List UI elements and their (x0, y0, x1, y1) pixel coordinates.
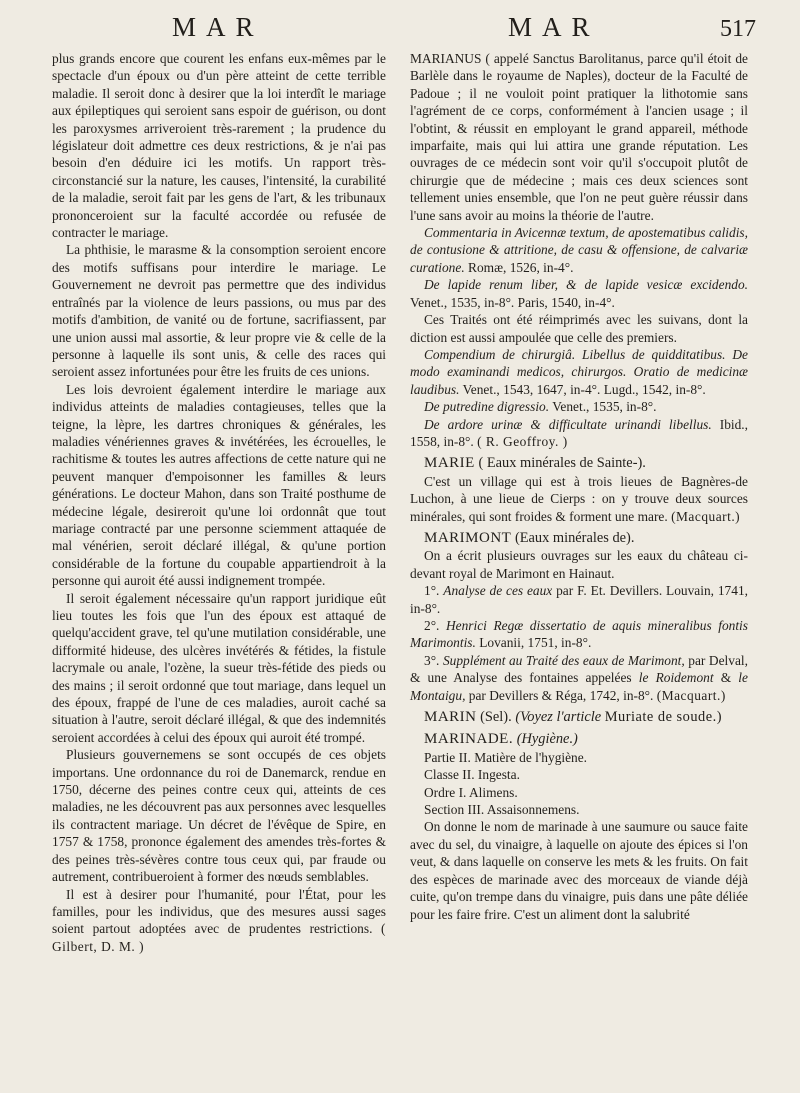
cross-reference: Muriate de soude.) (604, 709, 723, 726)
entry-marin (410, 709, 748, 726)
bibliography-item (410, 416, 748, 451)
item-number: 1°. (424, 583, 440, 599)
entry-text: On a écrit plusieurs ouvrages sur les eaux du château ci-devant royal de Marimont en Hainaut. (410, 548, 748, 581)
entry-headword: MARIE (424, 455, 475, 472)
conjunction: & (720, 670, 732, 686)
item-number: 2°. (424, 618, 440, 633)
entry-heading (410, 731, 748, 748)
entry-subtitle: ( Eaux minérales de Sainte-). (478, 455, 646, 472)
work-publication: Ibid., 1558, in-8°. (410, 416, 748, 449)
work-publication: Venet., 1543, 1647, in-4°. Lugd., 1542, in-8°. (462, 381, 706, 397)
entry-headword: MARIN (424, 709, 477, 726)
entry-text: C'est un village qui est à trois lieues de Bagnères-de Luchon, à une lieue de Cierps : on y trouve deux sources minérales, qui sont froides & forment une mare. (410, 473, 748, 524)
item-number: 3°. (424, 652, 440, 668)
place-name: le Montaigu, (410, 670, 748, 703)
see-also-label: (Voyez l'article (515, 709, 602, 726)
header-right-word: MAR (508, 12, 600, 42)
entry-headword: MARIANUS (410, 51, 482, 66)
paragraph: Il seroit également nécessaire qu'un rapport juridique eût lieu toutes les fois que l'un des époux est attaqué de quelqu'accident grave, tel qu'une mutilation considérable, une difformité hideuse, des ulcères invétérés & fétides, la fistule lacrymale ou anale, l'ozène, la sueur très-fétide des pieds ou des mains ; il seroit ordonné que tout mariage, dans lequel un des époux, frappé de l'une de ces maladies, auroit caché sa situation à l'autre, seroit déclaré illégal, & que des indemnités seroient accordées à celui des époux qui auroit été trompé. (52, 590, 386, 745)
work-title: Compendium de chirurgiâ. Libellus de quidditatibus. De modo examinandi medicos, chirurgos. Oratio de medicinæ laudibus. (410, 346, 748, 397)
work-publication: Romæ, 1526, in-4°. (468, 259, 574, 275)
entry-marianus (410, 50, 748, 450)
work-publication: Venet., 1535, in-8°. Paris, 1540, in-4°. (410, 294, 615, 310)
bibliography-item (410, 398, 748, 415)
entry-subtitle: (Hygiène.) (516, 731, 578, 748)
entry-text: ( appelé Sanctus Barolitanus, parce qu'il étoit de Barlèle dans le royaume de Naples), docteur de la Faculté de Padoue ; il ne vouloit point pratiquer la lithotomie sans l'agrément de ce corps, conformément à l'ancien usage ; il l'obtint, & réussit en employant le grand appareil, méthode imparfaite, mais qui lui attira une grande réputation. Les ouvrages de ce médecin sont voir qu'il s'occupoit plutôt de chirurgie que de médecine ; mais ces deux sciences sont tellement unies ensemble, que l'on ne peut guère réussir dans l'une sans avoir au moins la théorie de l'autre. (410, 51, 748, 223)
work-publication: par Devillers & Réga, 1742, in-8°. (468, 687, 654, 703)
left-column (52, 50, 386, 955)
work-publication: par F. Et. Devillers. Louvain, 1741, in-8°. (410, 583, 748, 616)
entry-headword: MARINADE. (424, 731, 514, 748)
entry-marie (410, 455, 748, 525)
entry-heading (410, 530, 748, 547)
work-title: De putredine digressio. (424, 399, 550, 415)
author-signature: (Macquart.) (671, 508, 741, 524)
entry-marimont (410, 530, 748, 704)
entry-heading (410, 709, 748, 726)
author-signature: ( R. Geoffroy. ) (477, 433, 568, 449)
page-number: 517 (720, 16, 756, 42)
entry-note: Ces Traités ont été réimprimés avec les suivans, dont la diction est aussi ampoulée que celle des premiers. (410, 312, 748, 345)
classification-line: Ordre I. Alimens. (424, 784, 518, 800)
entry-headword: MARIMONT (424, 529, 512, 546)
paragraph: La phthisie, le marasme & la consomption seroient encore des motifs suffisans pour interdire le mariage. Le Gouvernement ne devroit pas permettre que des individus entraînés par la violence de leurs passions, ou mus par des motifs d'ambition, de vanité ou de fortune, sacrifiassent, par une union aussi mal assortie, & leur propre vie & celle de la personne à laquelle ils sont unis, & celle des races qui seroient assez infortunées pour être les fruits de ces unions. (52, 242, 386, 380)
classification-line: Partie II. Matière de l'hygiène. (424, 749, 588, 765)
entry-heading (410, 455, 748, 472)
work-title: De lapide renum liber, & de lapide vesicæ excidendo. (424, 277, 748, 293)
paragraph: Les lois devroient également interdire le mariage aux individus atteints de maladies contagieuses, telles que la teigne, la lèpre, les dartres chroniques & générales, les maladies vénériennes graves & invétérées, les écrouelles, le rachitisme & toutes les autres affections de cette nature qui ne peuvent manquer d'empoisonner les familles & leurs générations. Le docteur Mahon, dans son Traité posthume de médecine légale, desireroit qu'une loi ordonnât que tout mariage contracté par une personne sciemment attaquée de mal vénérien, seroit déclaré illégal, & qu'une portion considérable de la fortune du coupable appartiendroit à la personne qui auroit été aussi indignement trompée. (52, 381, 386, 589)
entry-marinade (410, 731, 748, 922)
place-name: le Roidemont (638, 670, 714, 686)
paragraph: plus grands encore que courent les enfans eux-mêmes par le spectacle d'un époux ou d'un père atteint de cette terrible maladie. Il seroit donc à desirer que la loi interdît le mariage aux épileptiques qui seroient sans espoir de guérison, ou dont les paroxysmes arriveroient très-rarement ; la prudence du législateur doit admettre ces deux restrictions, & je n'ai pas besoin d'en déduire ici les motifs. Un rapport très-circonstancié sur la nature, les causes, l'intensité, la curabilité de la maladie, seroit fait par les gens de l'art, & les tribunaux prononceroient sur la faculté accordée ou refusée de contracter le mariage. (52, 51, 386, 241)
author-signature: ( Gilbert, D. M. ) (52, 921, 386, 954)
running-header (0, 12, 800, 46)
work-publication: Venet., 1535, in-8°. (552, 399, 657, 415)
paragraph-text: Il est à desirer pour l'humanité, pour l'État, pour les familles, pour les individus, que des mesures aussi sages soient partout adoptées avec de prudentes restrictions. (52, 886, 386, 937)
bibliography-item (410, 276, 748, 311)
work-title: De ardore urinæ & difficultate urinandi libellus. (424, 416, 712, 432)
bibliography-item (410, 617, 748, 652)
paragraph: Plusieurs gouvernemens se sont occupés de ces objets importans. Une ordonnance du roi de Danemarck, rendue en 1750, décerne des peines contre ceux qui, atteints de ces maladies, ne les découvrent pas aux personnes avec lesquelles ils contractent mariage. Un décret de l'évêque de Spire, en 1757 & 1758, prononce également des amendes très-fortes & des peines très-sévères contre tous ceux qui, par fraude ou autrement, contribueroient à former des nœuds semblables. (52, 747, 386, 885)
paragraph (52, 886, 386, 956)
header-left-word: MAR (172, 12, 264, 42)
work-title: Commentaria in Avicennæ textum, de apostematibus calidis, de contusione & attritione, de casu & offensione, de calvariæ curatione. (410, 225, 748, 275)
bibliography-item (410, 346, 748, 398)
work-title: Supplément au Traité des eaux de Marimont, (442, 652, 685, 668)
entry-body (410, 50, 748, 224)
work-publication: par Delval, & une Analyse des fontaines appelées (410, 652, 748, 686)
entry-text: On donne le nom de marinade à une saumure ou sauce faite avec du sel, du vinaigre, à laquelle on ajoute des épices si l'on veut, & dans laquelle on conserve les mets & les fruits. On fait des espèces de marinade avec des morceaux de viande déjà cuite, qu'on trempe dans du vinaigre, puis dans une pâte déliée pour les faire frire. C'est un aliment dont la salubrité (410, 819, 748, 922)
entry-subtitle: (Eaux minérales de). (514, 529, 635, 546)
entry-body (410, 473, 748, 525)
right-column (410, 50, 748, 923)
work-title: Analyse de ces eaux (443, 583, 553, 599)
work-title: Henrici Regæ dissertatio de aquis mineralibus fontis Marimontis. (410, 618, 748, 651)
bibliography-item (410, 582, 748, 617)
classification-line: Section III. Assaisonnemens. (424, 802, 580, 818)
classification-line: Classe II. Ingesta. (424, 767, 520, 783)
work-publication: Lovanii, 1751, in-8°. (479, 635, 592, 651)
entry-subtitle: (Sel). (480, 709, 512, 726)
bibliography-item (410, 652, 748, 704)
bibliography-item (410, 224, 748, 276)
author-signature: (Macquart.) (656, 687, 726, 703)
